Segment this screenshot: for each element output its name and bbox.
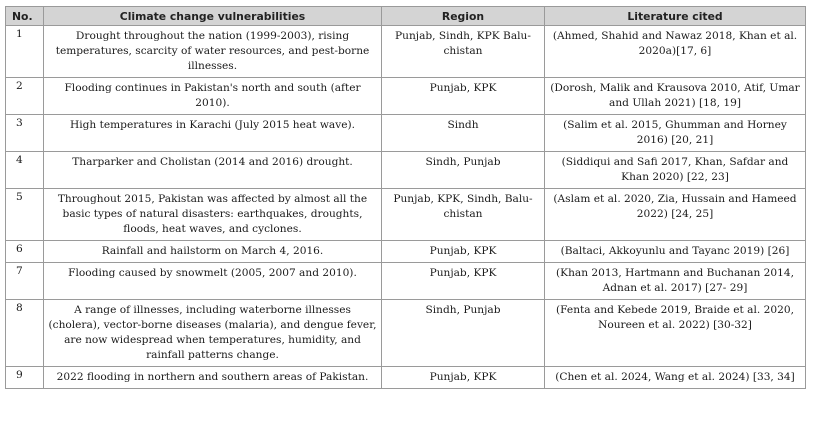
row-region: Punjab, KPK — [382, 367, 545, 389]
row-vulnerability: Rainfall and hailstorm on March 4, 2016. — [44, 241, 382, 263]
row-region: Punjab, KPK, Sindh, Balu-chistan — [382, 189, 545, 241]
row-number: 1 — [6, 26, 44, 78]
row-region: Sindh, Punjab — [382, 152, 545, 189]
row-vulnerability: 2022 flooding in northern and southern areas of Pakistan. — [44, 367, 382, 389]
row-region: Punjab, KPK — [382, 241, 545, 263]
table-row — [6, 152, 806, 189]
row-vulnerability: Flooding continues in Pakistan's north and south (after 2010). — [44, 78, 382, 115]
row-region: Punjab, KPK — [382, 263, 545, 300]
table-row — [6, 26, 806, 78]
header-row — [6, 7, 806, 26]
row-literature: (Khan 2013, Hartmann and Buchanan 2014, Adnan et al. 2017) [27- 29] — [545, 263, 806, 300]
table-body — [6, 26, 806, 389]
row-vulnerability: High temperatures in Karachi (July 2015 heat wave). — [44, 115, 382, 152]
table-header — [6, 7, 806, 26]
row-vulnerability: Throughout 2015, Pakistan was affected by almost all the basic types of natural disasters: earthquakes, droughts, floods, heat waves, and cyclones. — [44, 189, 382, 241]
row-number: 7 — [6, 263, 44, 300]
row-number: 8 — [6, 300, 44, 367]
header-no: No. — [6, 7, 44, 26]
row-number: 2 — [6, 78, 44, 115]
table-row — [6, 189, 806, 241]
row-number: 5 — [6, 189, 44, 241]
table-row — [6, 241, 806, 263]
row-region: Sindh — [382, 115, 545, 152]
row-number: 6 — [6, 241, 44, 263]
header-literature: Literature cited — [545, 7, 806, 26]
table-row — [6, 300, 806, 367]
row-region: Sindh, Punjab — [382, 300, 545, 367]
header-vulnerabilities: Climate change vulnerabilities — [44, 7, 382, 26]
row-literature: (Siddiqui and Safi 2017, Khan, Safdar and Khan 2020) [22, 23] — [545, 152, 806, 189]
climate-vulnerabilities-table — [5, 6, 806, 389]
row-literature: (Salim et al. 2015, Ghumman and Horney 2016) [20, 21] — [545, 115, 806, 152]
row-number: 9 — [6, 367, 44, 389]
row-number: 3 — [6, 115, 44, 152]
row-vulnerability: A range of illnesses, including waterborne illnesses (cholera), vector-borne diseases (malaria), and dengue fever, are now widespread when temperatures, humidity, and rainfall patterns change. — [44, 300, 382, 367]
table-row — [6, 78, 806, 115]
row-region: Punjab, Sindh, KPK Balu-chistan — [382, 26, 545, 78]
row-vulnerability: Flooding caused by snowmelt (2005, 2007 and 2010). — [44, 263, 382, 300]
row-literature: (Fenta and Kebede 2019, Braide et al. 2020, Noureen et al. 2022) [30-32] — [545, 300, 806, 367]
row-number: 4 — [6, 152, 44, 189]
table-row — [6, 263, 806, 300]
table-container — [5, 6, 806, 389]
row-literature: (Dorosh, Malik and Krausova 2010, Atif, Umar and Ullah 2021) [18, 19] — [545, 78, 806, 115]
table-row — [6, 367, 806, 389]
row-literature: (Ahmed, Shahid and Nawaz 2018, Khan et al. 2020a)[17, 6] — [545, 26, 806, 78]
row-literature: (Chen et al. 2024, Wang et al. 2024) [33, 34] — [545, 367, 806, 389]
row-literature: (Baltaci, Akkoyunlu and Tayanc 2019) [26] — [545, 241, 806, 263]
header-region: Region — [382, 7, 545, 26]
row-vulnerability: Drought throughout the nation (1999-2003), rising temperatures, scarcity of water resources, and pest-borne illnesses. — [44, 26, 382, 78]
table-row — [6, 115, 806, 152]
row-vulnerability: Tharparker and Cholistan (2014 and 2016) drought. — [44, 152, 382, 189]
row-region: Punjab, KPK — [382, 78, 545, 115]
row-literature: (Aslam et al. 2020, Zia, Hussain and Hameed 2022) [24, 25] — [545, 189, 806, 241]
